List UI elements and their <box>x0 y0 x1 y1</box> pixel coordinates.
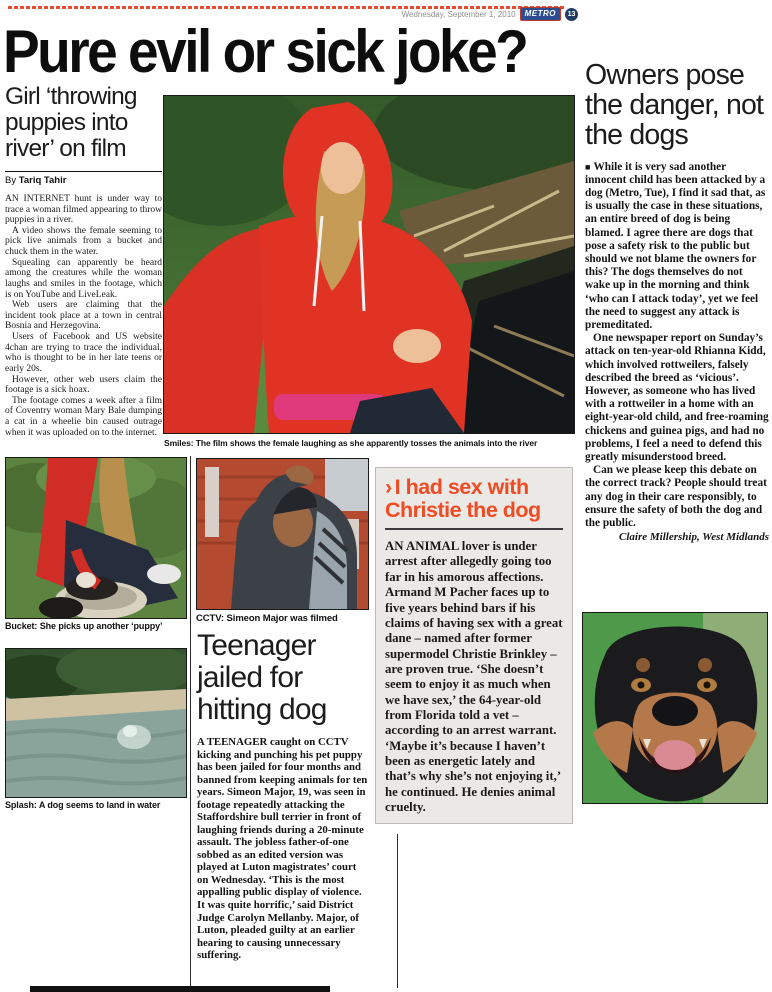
christie-headline <box>385 476 563 521</box>
square-bullet-icon: ■ <box>585 161 591 172</box>
christie-headline-text: I had sex with Christie the dog <box>385 475 541 522</box>
lead-paragraph: A video shows the female seeming to pick live animals from a bucket and chuck them in the water. <box>5 225 162 258</box>
letters-paragraph <box>585 161 769 333</box>
bucket-photo-caption: Bucket: She picks up another ‘puppy’ <box>5 621 163 631</box>
byline <box>5 175 162 186</box>
lead-paragraph: Squealing can apparently be heard among the creatures while the woman laughs and smiles in the footage, which is on YouTube and LiveLeak. <box>5 257 162 300</box>
byline-prefix: By <box>5 174 19 186</box>
byline-rule <box>5 171 162 172</box>
main-photo-caption: Smiles: The film shows the female laughing as she apparently tosses the animals into the river <box>164 438 538 448</box>
letter-signature: Claire Millership, West Midlands <box>619 531 769 544</box>
girl-red-hoodie-photo <box>164 96 574 433</box>
main-headline: Pure evil or sick joke? <box>3 17 527 86</box>
chevron-right-icon: › <box>385 475 392 499</box>
bucket-scene-photo <box>6 458 186 618</box>
rottweiler-photo <box>582 612 768 804</box>
teenager-body: A TEENAGER caught on CCTV kicking and punching his pet puppy has been jailed for four months and banned from keeping animals for ten years. Simeon Major, 19, was seen in footage repeatedly attacking the Staffordshire bull terrier in front of laughing friends during a 20-minute assault. The jobless father-of-one sobbed as an edited version was played at Luton magistrates’ court on Wednesday. ‘This is the most appalling public display of violence. It was quite horrific,’ said District Judge Carolyn Mellanby. Major, of Luton, pleaded guilty at an earlier hearing to causing unnecessary suffering. <box>197 736 368 962</box>
lead-paragraph: Web users are claiming that the incident took place at a town in central Bosnia and Herzegovina. <box>5 300 162 332</box>
simeon-major-photo <box>197 459 368 609</box>
column-rule-right <box>397 834 398 988</box>
byline-author: Tariq Tahir <box>18 174 67 186</box>
teenager-article <box>197 630 369 962</box>
lead-paragraph: Users of Facebook and US website 4chan are trying to trace the individual, who is thought to be in her late teens or early 20s. <box>5 332 162 374</box>
lead-paragraph: The footage comes a week after a film of Coventry woman Mary Bale dumping a cat in a wheelie bin caused outrage when it was uploaded on to the internet. <box>5 395 162 438</box>
bucket-photo <box>5 457 187 619</box>
christie-body: AN ANIMAL lover is under arrest after allegedly going too far in his amorous affections. Armand M Pacher faces up to five years behind bars if his claims of having sex with a great dane – named after former supermodel Christie Brinkley – are proven true. ‘She doesn’t seem to enjoy it as much when we have sex,’ the 64-year-old from Florida told a vet – according to an arrest warrant. ‘Maybe it’s because I haven’t been as energetic lately and that’s why she’s not enjoying it,’ he continued. He denies animal cruelty. <box>385 539 563 814</box>
lead-body <box>5 194 162 438</box>
letters-paragraph: One newspaper report on Sunday’s attack on ten-year-old Rhianna Kidd, which involved rottweilers, falsely described the breed as ‘vicious’. However, as someone who has lived with a rottweiler in a home with an eight-year-old child, and free-roaming chickens and guinea pigs, and had no problems, I feel a need to defend this greatly misunderstood breed. <box>585 332 769 464</box>
splash-photo <box>5 648 187 798</box>
column-rule-left <box>190 456 191 988</box>
cctv-photo <box>196 458 369 610</box>
cctv-photo-caption: CCTV: Simeon Major was filmed <box>196 613 338 624</box>
lead-headline: Girl ‘throwing puppies into river’ on film <box>5 83 137 162</box>
main-photo <box>163 95 575 434</box>
letters-paragraph-text: While it is very sad another innocent child has been attacked by a dog (Metro, Tue), I find it sad that, as is usually the case in these situations, an entire breed of dog is being blamed. I agree there are dogs that pose a safety risk to the public but should we not blame the owners for this? The dogs themselves do not wake up in the morning and think ‘who can I attack today’, yet we feel the need to suggest any attack is premeditated. <box>585 160 766 332</box>
letters-body <box>585 161 769 545</box>
bottom-crop-bar <box>30 986 330 992</box>
letters-paragraph: Can we please keep this debate on the correct track? People should treat any dog in their care responsibly, to ensure the safety of both the dog and the public. <box>585 464 767 530</box>
lead-paragraph: AN INTERNET hunt is under way to trace a woman filmed appearing to throw puppies in a river. <box>5 193 162 226</box>
letters-headline: Owners pose the danger, not the dogs <box>585 59 764 152</box>
letters-column <box>585 60 769 544</box>
issue-date: Wednesday, September 1, 2010 <box>401 9 516 19</box>
lead-article <box>5 84 162 438</box>
christie-article-box <box>375 467 573 824</box>
rottweiler-face-photo <box>583 613 767 803</box>
page-number-badge: 13 <box>565 8 578 21</box>
teenager-headline: Teenager jailed for hitting dog <box>197 629 327 727</box>
metro-logo: METRO <box>520 7 561 21</box>
lead-paragraph: However, other web users claim the footage is a sick hoax. <box>5 374 162 396</box>
river-splash-photo <box>6 649 186 797</box>
splash-photo-caption: Splash: A dog seems to land in water <box>5 800 161 810</box>
christie-headline-rule <box>385 528 563 530</box>
